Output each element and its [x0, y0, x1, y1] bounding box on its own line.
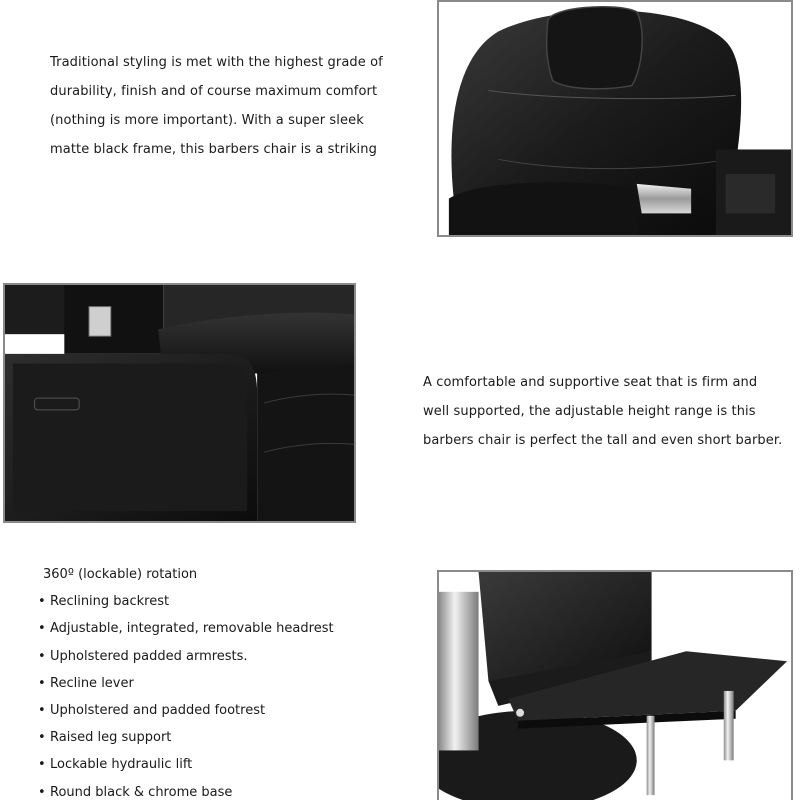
- feature-item: [38, 588, 398, 615]
- intro-paragraph: [50, 48, 390, 164]
- feature-item: [38, 615, 398, 642]
- feature-list-block: [38, 561, 398, 806]
- intro-line: Traditional styling is met with the highest grade of: [50, 55, 383, 70]
- feature-item: [38, 670, 398, 697]
- feature-list: [38, 588, 398, 806]
- feature-item: [38, 751, 398, 778]
- seat-line: barbers chair is perfect the tall and even short barber.: [423, 433, 783, 448]
- intro-line: (nothing is more important). With a super sleek: [50, 113, 364, 128]
- seat-photo: [3, 283, 356, 523]
- bullet-icon: •: [38, 703, 46, 719]
- feature-text: Adjustable, integrated, removable headrest: [50, 621, 334, 637]
- feature-item: [38, 724, 398, 751]
- feature-text: Upholstered and padded footrest: [50, 703, 266, 719]
- bullet-icon: •: [38, 675, 46, 691]
- feature-heading: 360º (lockable) rotation: [43, 567, 198, 582]
- bullet-icon: •: [38, 594, 46, 610]
- feature-item: [38, 697, 398, 724]
- feature-text: Round black & chrome base: [50, 784, 233, 800]
- feature-text: Lockable hydraulic lift: [50, 757, 193, 773]
- headrest-photo: [437, 0, 793, 237]
- seat-line: well supported, the adjustable height range is this: [423, 404, 756, 419]
- seat-line: A comfortable and supportive seat that is firm and: [423, 375, 758, 390]
- bullet-icon: •: [38, 757, 46, 773]
- seat-paragraph: [423, 368, 793, 455]
- bullet-icon: •: [38, 621, 46, 637]
- intro-line: matte black frame, this barbers chair is a striking: [50, 142, 377, 157]
- intro-line: durability, finish and of course maximum comfort: [50, 84, 378, 99]
- bullet-icon: •: [38, 784, 46, 800]
- feature-text: Raised leg support: [50, 730, 172, 746]
- feature-text: Reclining backrest: [50, 594, 170, 610]
- feature-text: Upholstered padded armrests.: [50, 648, 248, 664]
- feature-text: Recline lever: [50, 675, 134, 691]
- bullet-icon: •: [38, 648, 46, 664]
- footrest-photo: [437, 570, 793, 800]
- bullet-icon: •: [38, 730, 46, 746]
- feature-item: [38, 779, 398, 806]
- feature-item: [38, 643, 398, 670]
